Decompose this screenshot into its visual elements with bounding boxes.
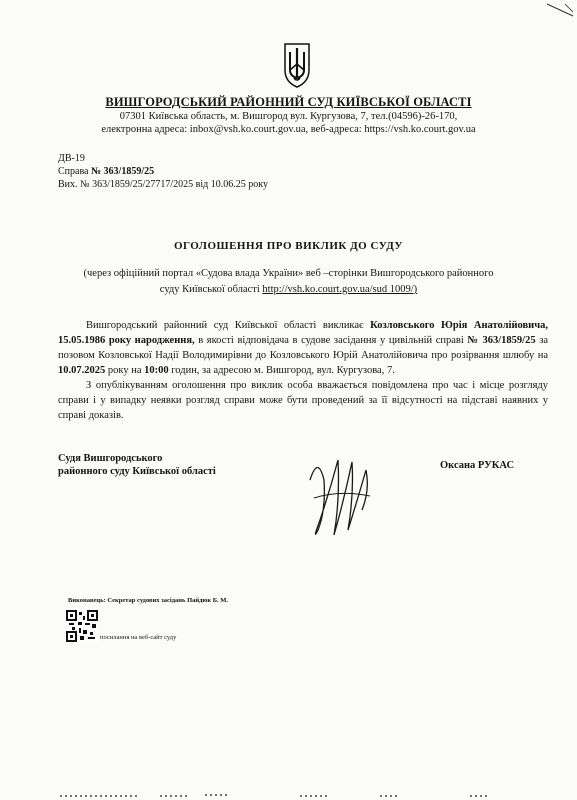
court-website-link[interactable]: http://vsh.ko.court.gov.ua/sud 1009/) [262, 284, 418, 295]
judge-name: Оксана РУКАС [440, 460, 515, 471]
case-label: Справа [58, 166, 91, 177]
form-code: ДВ-19 [58, 153, 85, 164]
judge-title-line2: районного суду Київської області [58, 466, 216, 477]
case-number: № 363/1859/25 [91, 166, 155, 177]
summons-body [58, 318, 548, 423]
defendant-name: Козловського Юрія Анатолійовича, 15.05.1986 року народження, [58, 320, 548, 346]
court-contacts: електронна адреса: inbox@vsh.ko.court.gov.ua, веб-адреса: https://vsh.ko.court.gov.ua [101, 124, 476, 135]
summons-text: Вишгородський районний суд Київської області викликає [86, 320, 371, 331]
summons-text: годин, за адресою м. Вишгород, вул. Кургузова, 7. [168, 365, 395, 376]
hearing-date: 10.07.2025 [58, 365, 106, 376]
portal-note-text: суду Київської області [159, 284, 263, 295]
summons-text: в якості відповідача в судове засідання у цивільній справі [194, 335, 468, 346]
summons-text: за позовом Козловської Надії Володимирівни до Козловського Юрій Анатолійовича про розірвання шлюбу на [58, 335, 548, 361]
summons-text: року на [105, 365, 145, 376]
trident-emblem-icon [277, 40, 317, 90]
scan-corner-mark-icon [545, 2, 575, 22]
court-name: ВИШГОРОДСЬКИЙ РАЙОННИЙ СУД КИЇВСЬКОЇ ОБЛАСТІ [105, 95, 472, 109]
portal-note-line1: (через офіційний портал «Судова влада України» веб –сторінки Вишгородського районного [83, 268, 494, 279]
notice-paragraph: З опублікуванням оголошення про виклик особа вважається повідомлена про час і місце розгляду справи і у випадку неявки розгляд справи може бути проведений за її відсутності на підставі наявних у справі доказів. [58, 380, 548, 421]
qr-code-icon[interactable] [66, 610, 98, 642]
document-title: ОГОЛОШЕННЯ ПРО ВИКЛИК ДО СУДУ [173, 240, 404, 252]
court-address: 07301 Київська область, м. Вишгород вул. Кургузова, 7, тел.(04596)-26-170, [119, 111, 458, 122]
case-reference [58, 166, 154, 178]
outgoing-number: Вих. № 363/1859/25/27717/2025 від 10.06.25 року [58, 179, 268, 190]
judge-title [58, 452, 216, 478]
case-number-inline: № 363/1859/25 [467, 335, 536, 346]
executor-note: Виконавець: Секретар судових засідань Пайдюк Б. М. [68, 597, 229, 604]
judge-title-line1: Судя Вишгородського [58, 453, 163, 464]
portal-note-line2 [0, 284, 577, 295]
hearing-time: 10:00 [144, 365, 169, 376]
summons-paragraph [58, 318, 548, 378]
scan-edge-artifact-icon [0, 790, 577, 800]
handwritten-signature-icon [300, 450, 380, 545]
qr-code-caption: посилання на веб-сайт суду [100, 634, 177, 641]
